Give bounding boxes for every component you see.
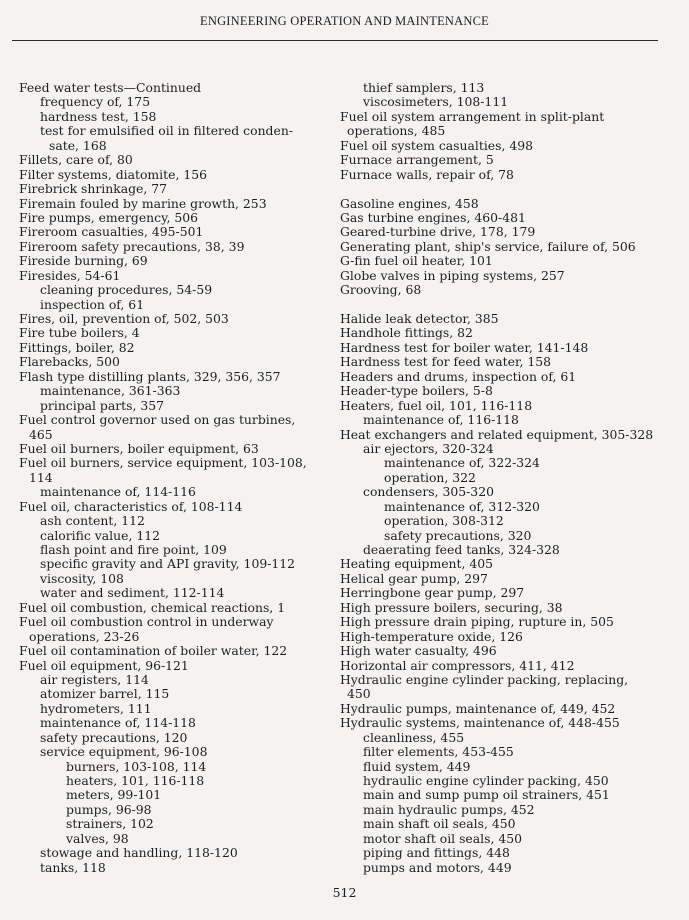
index-entry: Fuel oil combustion control in underway [19,614,274,630]
index-entry: Gas turbine engines, 460-481 [340,209,526,225]
index-subentry: operation, 308-312 [384,513,504,529]
index-subentry: hardness test, 158 [40,108,157,124]
index-subentry: strainers, 102 [66,816,154,832]
index-subentry: heaters, 101, 116-118 [66,773,205,788]
index-subentry: atomizer barrel, 115 [40,686,170,702]
index-entry: High pressure drain piping, rupture in, 505 [340,614,614,630]
index-entry: Fire tube boilers, 4 [19,325,140,341]
index-entry: Flarebacks, 500 [19,354,120,370]
index-subentry: air registers, 114 [40,671,149,687]
index-entry: Hydraulic systems, maintenance of, 448-455 [340,715,620,731]
index-subentry: maintenance of, 116-118 [363,412,519,428]
index-subentry: maintenance of, 114-118 [40,715,196,731]
index-subentry: piping and fittings, 448 [363,845,510,861]
index-column-right [330,81,665,875]
index-entry: Header-type boilers, 5-8 [340,383,493,399]
index-subentry: principal parts, 357 [40,397,165,413]
index-subentry: specific gravity and API gravity, 109-112 [40,556,296,572]
index-entry: Flash type distilling plants, 329, 356, 357 [19,368,281,384]
index-subentry: maintenance of, 322-324 [384,455,540,471]
blank-line [330,182,665,196]
blank-line [330,298,665,312]
index-entry: Fittings, boiler, 82 [19,339,135,355]
index-entry: Helical gear pump, 297 [340,570,488,586]
index-entry: Heating equipment, 405 [340,556,494,572]
index-subentry: maintenance of, 114-116 [40,484,196,500]
index-entry: Geared-turbine drive, 178, 179 [340,224,536,240]
index-subentry: air ejectors, 320-324 [363,440,494,456]
index-subentry: safety precautions, 320 [384,527,532,543]
index-entry: Feed water tests—Continued [19,80,202,95]
running-head: ENGINEERING OPERATION AND MAINTENANCE [200,14,489,28]
index-subentry: main shaft oil seals, 450 [363,816,516,832]
index-subentry: sate, 168 [49,137,107,153]
index-subentry: hydraulic engine cylinder packing, 450 [363,773,609,788]
index-entry: operations, 485 [347,123,446,139]
index-subentry: fluid system, 449 [363,758,471,774]
index-entry: High pressure boilers, securing, 38 [340,599,563,615]
index-subentry: condensers, 305-320 [363,484,494,500]
index-entry: Generating plant, ship's service, failure of, 506 [340,238,636,254]
index-subentry: pumps and motors, 449 [363,859,512,875]
index-entry: Fuel oil system casualties, 498 [340,137,534,153]
index-entry: Fuel oil burners, service equipment, 103-108, [19,455,307,471]
index-entry: Firebrick shrinkage, 77 [19,181,168,197]
index-subentry: tanks, 118 [40,859,106,875]
index-entry: 114 [29,469,53,485]
index-subentry: hydrometers, 111 [40,700,152,716]
index-entry: Hardness test for feed water, 158 [340,354,552,370]
index-entry: 465 [29,426,53,442]
index-entry: Fuel oil, characteristics of, 108-114 [19,498,243,514]
index-subentry: stowage and handling, 118-120 [40,845,238,861]
index-subentry: flash point and fire point, 109 [40,542,227,557]
index-subentry: filter elements, 453-455 [363,744,514,760]
index-subentry: water and sediment, 112-114 [40,585,225,601]
index-entry: Fuel control governor used on gas turbines, [19,412,296,428]
index-entry: Hydraulic engine cylinder packing, replacing, [340,671,629,687]
index-subentry: deaerating feed tanks, 324-328 [363,542,560,557]
index-entry: High-temperature oxide, 126 [340,628,523,644]
index-entry: Handhole fittings, 82 [340,325,473,341]
index-entry: Fires, oil, prevention of, 502, 503 [19,311,229,326]
index-entry: Firesides, 54-61 [19,267,121,283]
index-entry: Fireroom safety precautions, 38, 39 [19,238,245,254]
index-subentry: cleanliness, 455 [363,729,465,745]
index-entry: Furnace arrangement, 5 [340,152,494,168]
index-subentry: burners, 103-108, 114 [66,758,207,774]
index-entry: Headers and drums, inspection of, 61 [340,368,577,384]
index-subentry: safety precautions, 120 [40,729,188,745]
index-entry: Fuel oil contamination of boiler water, 122 [19,643,288,659]
page-number: 512 [332,885,357,900]
index-subentry: viscosimeters, 108-111 [363,94,509,110]
index-subentry: maintenance, 361-363 [40,383,181,399]
index-entry: Fuel oil equipment, 96-121 [19,657,189,673]
index-subentry: valves, 98 [66,830,129,846]
index-subentry: ash content, 112 [40,513,145,529]
index-entry: Fillets, care of, 80 [19,152,133,168]
index-entry: Heat exchangers and related equipment, 305-328 [340,426,654,442]
index-subentry: operation, 322 [384,469,476,485]
index-subentry: frequency of, 175 [40,94,151,110]
index-entry: Fuel oil system arrangement in split-plant [340,108,605,124]
index-subentry: service equipment, 96-108 [40,744,208,760]
index-subentry: viscosity, 108 [40,570,124,586]
index-entry: Gasoline engines, 458 [340,195,479,211]
index-entry: High water casualty, 496 [340,643,497,659]
index-entry: Globe valves in piping systems, 257 [340,267,565,283]
index-subentry: cleaning procedures, 54-59 [40,282,213,298]
index-subentry: main hydraulic pumps, 452 [363,801,535,817]
index-entry: operations, 23-26 [29,628,140,644]
index-entry: Grooving, 68 [340,282,422,298]
index-entry: Heaters, fuel oil, 101, 116-118 [340,397,533,413]
index-entry: Hydraulic pumps, maintenance of, 449, 452 [340,700,616,716]
index-entry: Horizontal air compressors, 411, 412 [340,657,575,673]
index-entry: Firemain fouled by marine growth, 253 [19,195,267,211]
index-subentry: calorific value, 112 [40,527,160,543]
index-entry: 450 [347,686,371,702]
index-entry: Halide leak detector, 385 [340,311,499,326]
index-entry: Fuel oil burners, boiler equipment, 63 [19,440,259,456]
header-rule [12,40,658,41]
index-subentry: pumps, 96-98 [66,801,152,817]
index-subentry: inspection of, 61 [40,296,145,312]
index-entry: Fire pumps, emergency, 506 [19,209,198,225]
index-entry: Fuel oil combustion, chemical reactions, 1 [19,599,286,615]
index-subentry: main and sump pump oil strainers, 451 [363,787,610,803]
index-entry: G-fin fuel oil heater, 101 [340,253,493,269]
index-entry: Filter systems, diatomite, 156 [19,166,207,182]
index-subentry: maintenance of, 312-320 [384,498,540,514]
index-entry: Herringbone gear pump, 297 [340,585,525,601]
index-subentry: thief samplers, 113 [363,80,485,95]
index-entry: Fireroom casualties, 495-501 [19,224,204,240]
index-subentry: meters, 99-101 [66,787,162,803]
index-subentry: motor shaft oil seals, 450 [363,830,522,846]
index-entry: Hardness test for boiler water, 141-148 [340,339,589,355]
index-column-left [0,81,335,875]
index-entry: Fireside burning, 69 [19,253,148,269]
index-entry: Furnace walls, repair of, 78 [340,166,514,182]
index-subentry: test for emulsified oil in filtered conden- [40,123,293,139]
